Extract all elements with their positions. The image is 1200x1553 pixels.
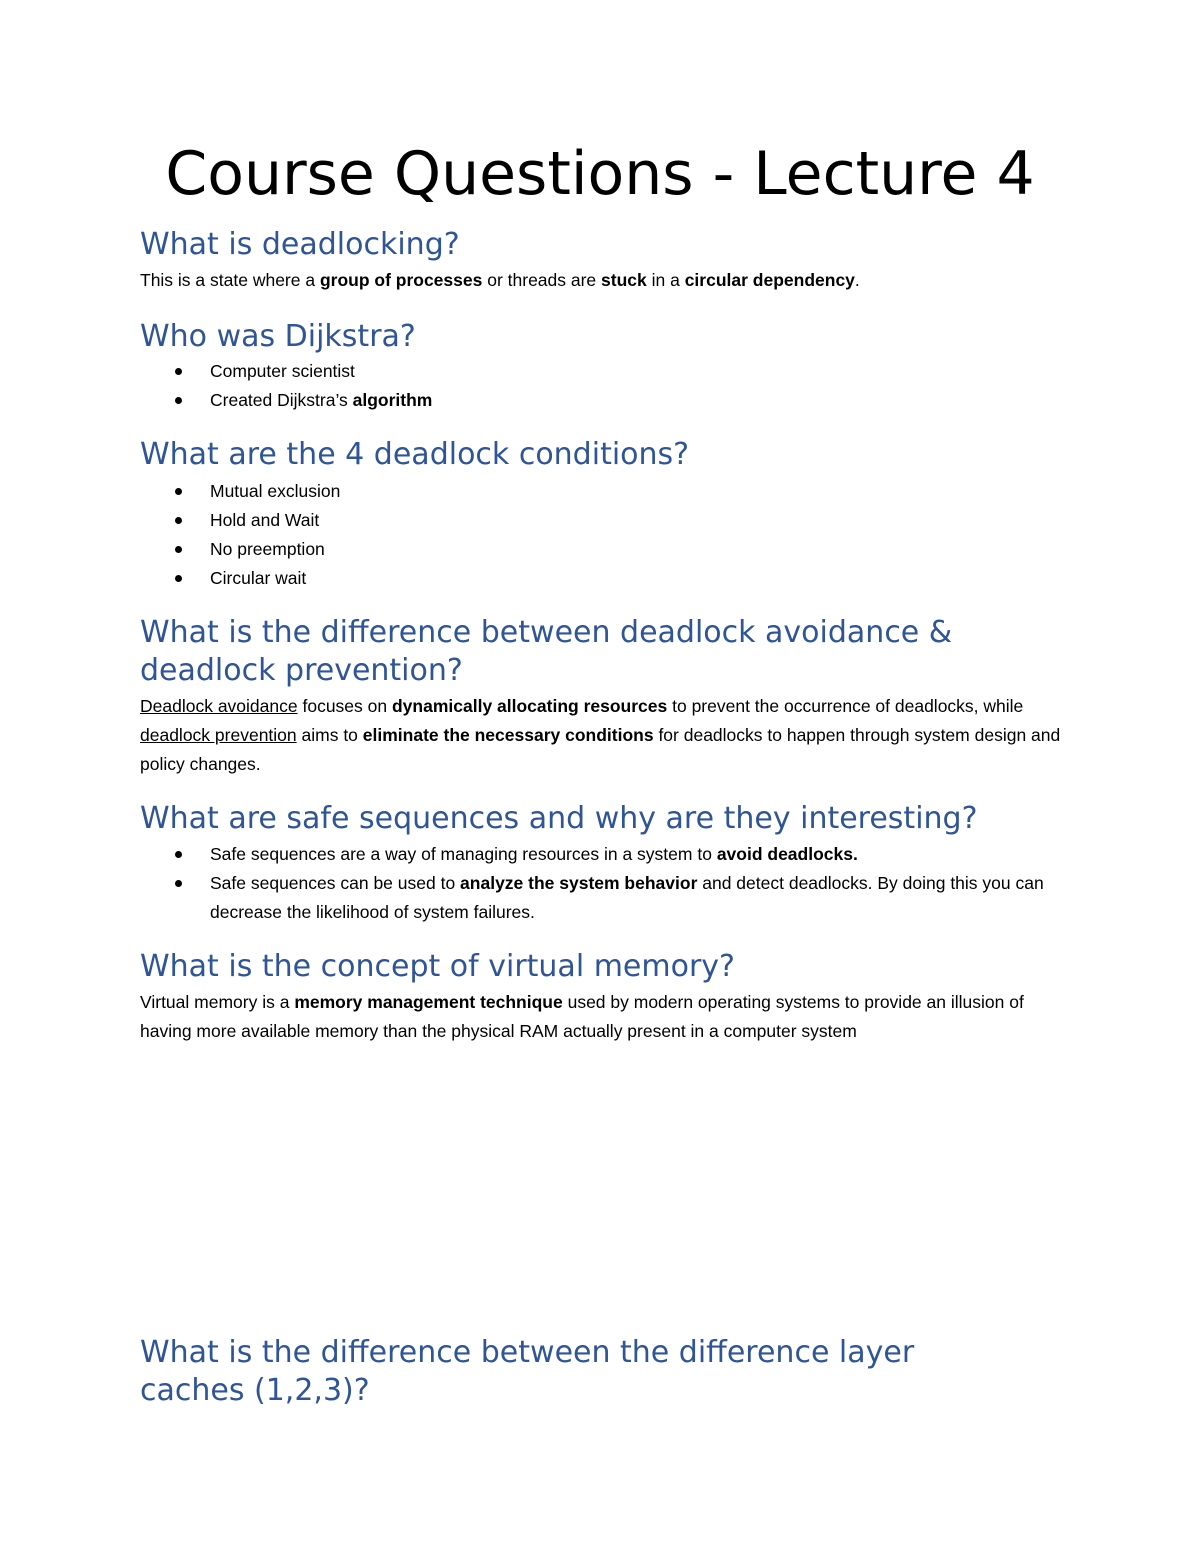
text-run: to prevent the occurrence of deadlocks, while	[667, 696, 1024, 716]
deadlock-conditions-list	[140, 477, 1070, 593]
heading-virtual-memory: What is the concept of virtual memory?	[140, 949, 735, 984]
text-run: used by modern operating systems to provide an illusion of having more available memory than the physical RAM actually present in a computer system	[140, 992, 1024, 1041]
text-run: or threads are	[482, 270, 602, 290]
list-item	[140, 564, 1070, 593]
bold-run: analyze the system behavior	[460, 873, 698, 893]
list-item	[140, 386, 1070, 415]
text-run: in a	[646, 270, 685, 290]
bullet-icon	[175, 851, 182, 858]
bullet-icon	[175, 546, 182, 553]
bold-run: dynamically allocating resources	[391, 696, 668, 716]
bold-run: circular dependency	[684, 270, 855, 290]
text-run: focuses on	[297, 696, 392, 716]
bold-run: eliminate the necessary conditions	[362, 725, 654, 745]
list-item	[140, 477, 1070, 506]
text-run: and detect deadlocks. By doing this you can decrease the likelihood of system failures.	[210, 873, 1044, 922]
text-run: .	[854, 270, 860, 290]
text-run: Safe sequences are a way of managing resources in a system to	[210, 844, 717, 864]
bullet-icon	[175, 575, 182, 582]
heading-deadlock-conditions: What are the 4 deadlock conditions?	[140, 437, 690, 472]
underlined-run: deadlock prevention	[140, 725, 297, 745]
text-run: This is a state where a	[140, 270, 320, 290]
deadlocking-answer	[140, 266, 1070, 295]
dijkstra-list	[140, 357, 1070, 415]
heading-layer-caches: What is the difference between the difference layer caches (1,2,3)?	[140, 1335, 915, 1408]
text-run: Virtual memory is a	[140, 992, 295, 1012]
text-run: Created Dijkstra’s	[210, 390, 353, 410]
bullet-icon	[175, 880, 182, 887]
list-item	[140, 535, 1070, 564]
text-run: Safe sequences can be used to	[210, 873, 461, 893]
text-run: Hold and Wait	[210, 510, 320, 530]
bullet-icon	[175, 368, 182, 375]
list-item	[140, 869, 1070, 927]
list-item	[140, 357, 1070, 386]
heading-what-is-deadlocking: What is deadlocking?	[140, 227, 460, 262]
bullet-icon	[175, 517, 182, 524]
bold-run: memory management technique	[294, 992, 563, 1012]
list-item	[140, 506, 1070, 535]
heading-safe-sequences: What are safe sequences and why are they interesting?	[140, 801, 978, 836]
page-title: Course Questions - Lecture 4	[165, 139, 1035, 209]
text-run: for deadlocks to happen through system design and policy changes.	[140, 725, 1061, 774]
text-run: Mutual exclusion	[210, 481, 341, 501]
bold-run: group of processes	[319, 270, 483, 290]
text-run: aims to	[296, 725, 363, 745]
bold-run: stuck	[601, 270, 647, 290]
bullet-icon	[175, 488, 182, 495]
text-run: Circular wait	[210, 568, 307, 588]
text-run: No preemption	[210, 539, 325, 559]
avoidance-prevention-answer	[140, 692, 1070, 779]
heading-who-was-dijkstra: Who was Dijkstra?	[140, 319, 416, 354]
bullet-icon	[175, 397, 182, 404]
text-run: Computer scientist	[210, 361, 355, 381]
virtual-memory-answer	[140, 988, 1070, 1046]
safe-sequences-list	[140, 840, 1070, 927]
heading-avoidance-vs-prevention: What is the difference between deadlock avoidance & deadlock prevention?	[140, 615, 953, 688]
list-item	[140, 840, 1070, 869]
bold-run: avoid deadlocks.	[716, 844, 858, 864]
bold-run: algorithm	[352, 390, 433, 410]
underlined-run: Deadlock avoidance	[140, 696, 298, 716]
